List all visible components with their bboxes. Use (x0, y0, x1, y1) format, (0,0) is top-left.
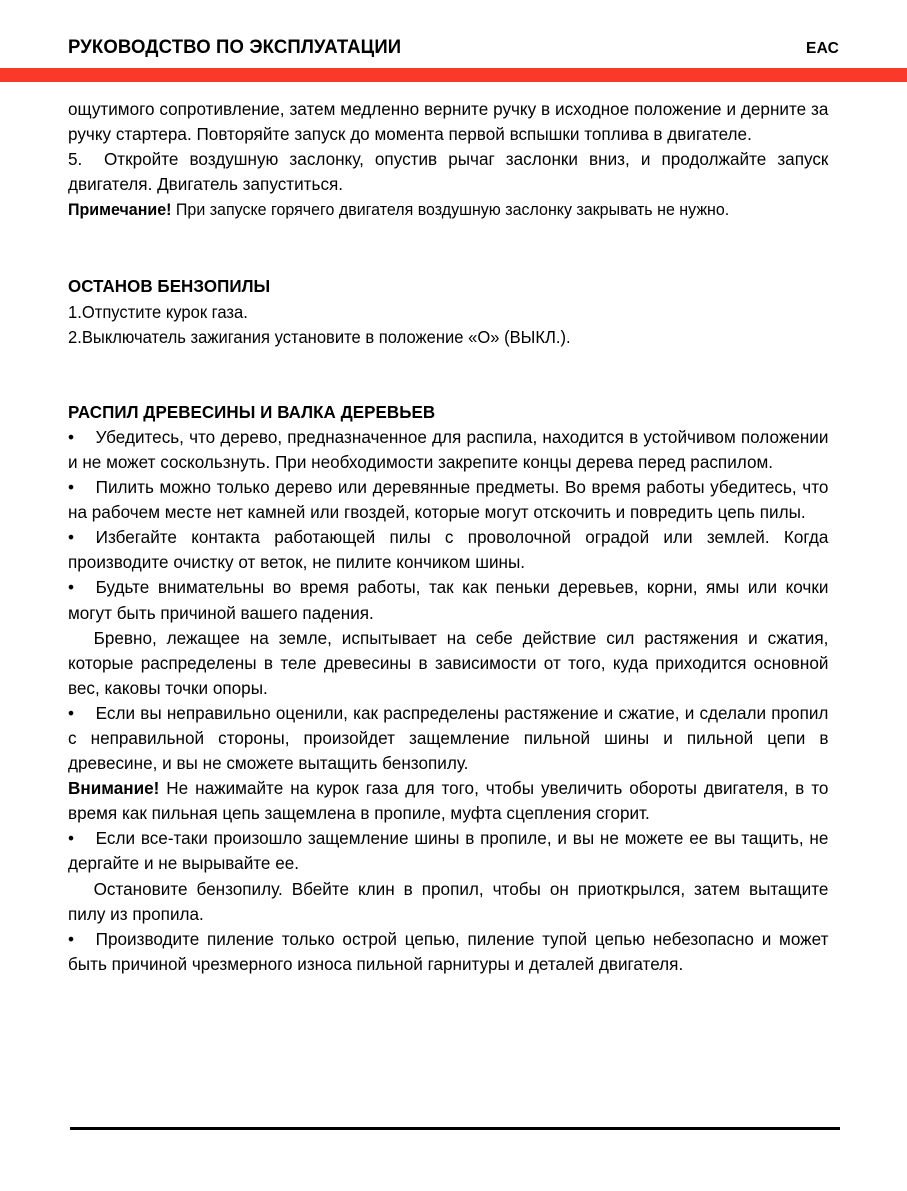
page-header (0, 0, 907, 82)
sawing-paragraph-stop-saw-text: Остановите бензопилу. Вбейте клин в пропил, чтобы он приоткрылся, затем вытащите пилу из пропила. (68, 878, 829, 924)
sawing-paragraph-log (68, 626, 828, 701)
sawing-bullet-3 (68, 525, 828, 575)
sawing-bullet-7-text: Производите пиление только острой цепью, пиление тупой цепью небезопасно и может быть причиной чрезмерного износа пильной гарнитуры и деталей двигателя. (68, 928, 829, 974)
sawing-bullet-2 (68, 475, 828, 525)
sawing-bullet-6 (68, 826, 828, 876)
spacer-before-stop-section (68, 222, 840, 274)
sawing-bullet-1-text: Убедитесь, что дерево, предназначенное для распила, находится в устойчивом положении и не может соскользнуть. При необходимости закрепите концы дерева перед распилом. (68, 426, 829, 472)
heading-sawing-felling: РАСПИЛ ДРЕВЕСИНЫ И ВАЛКА ДЕРЕВЬЕВ (68, 401, 436, 422)
paragraph-note (68, 197, 813, 222)
stop-step-2: 2.Выключатель зажигания установите в положение «О» (ВЫКЛ.). (68, 326, 571, 347)
bullet-marker: • (68, 477, 75, 498)
page-title: РУКОВОДСТВО ПО ЭКСПЛУАТАЦИИ (68, 36, 402, 58)
header-inner (68, 38, 839, 58)
footer-rule (70, 1127, 840, 1130)
sawing-bullet-4 (68, 575, 828, 625)
page-content (68, 97, 840, 977)
step-5-text: Откройте воздушную заслонку, опустив рычаг заслонки вниз, и продолжайте запуск двигателя. Двигатель запуститься. (68, 149, 829, 195)
bullet-marker: • (68, 426, 75, 447)
note-text: При запуске горячего двигателя воздушную заслонку закрывать не нужно. (171, 200, 730, 220)
stop-step-1: 1.Отпустите курок газа. (68, 301, 248, 322)
paragraph-step-5 (68, 147, 828, 197)
step-5-number: 5. (68, 149, 83, 170)
sawing-bullet-7 (68, 927, 828, 977)
warning-text: Не нажимайте на курок газа для того, чтобы увеличить обороты двигателя, в то время как пильная цепь защемлена в пропиле, муфта сцепления сгорит. (68, 778, 829, 824)
sawing-paragraph-stop-saw (68, 877, 828, 927)
heading-stop-chainsaw: ОСТАНОВ БЕНЗОПИЛЫ (68, 276, 271, 297)
spacer-before-sawing-section (68, 350, 840, 400)
sawing-bullet-5-text: Если вы неправильно оценили, как распределены растяжение и сжатие, и сделали пропил с неправильной стороны, произойдет защемление пильной шины и пильной цепи в древесине, и вы не сможете вытащить бензопилу. (68, 702, 829, 774)
note-label: Примечание! (68, 200, 172, 220)
bullet-marker: • (68, 527, 75, 548)
bullet-marker: • (68, 828, 75, 849)
warning-label: Внимание! (68, 778, 160, 799)
paragraph-continued: ощутимого сопротивление, затем медленно верните ручку в исходное положение и дерните за ручку стартера. Повторяйте запуск до момента первой вспышки топлива в двигателе. (68, 99, 829, 145)
sawing-bullet-1 (68, 425, 828, 475)
sawing-bullet-3-text: Избегайте контакта работающей пилы с проволочной оградой или землей. Когда производите очистку от веток, не пилите кончиком шины. (68, 527, 829, 573)
eac-conformity-mark: ЕАС (806, 40, 839, 57)
sawing-paragraph-log-text: Бревно, лежащее на земле, испытывает на себе действие сил растяжения и сжатия, которые распределены в теле древесины в зависимости от того, куда приходится основной вес, каковы точки опоры. (68, 627, 829, 698)
bullet-marker: • (68, 928, 75, 949)
sawing-bullet-5 (68, 701, 828, 776)
sawing-warning (68, 776, 828, 826)
sawing-bullet-2-text: Пилить можно только дерево или деревянные предметы. Во время работы убедитесь, что на рабочем месте нет камней или гвоздей, которые могут отскочить и повредить цепь пилы. (68, 477, 829, 523)
sawing-bullet-4-text: Будьте внимательны во время работы, так как пеньки деревьев, корни, ямы или кочки могут быть причиной вашего падения. (68, 577, 829, 623)
sawing-bullet-6-text: Если все-таки произошло защемление шины в пропиле, и вы не можете ее вы тащить, не дергайте и не вырывайте ее. (68, 828, 829, 874)
bullet-marker: • (68, 577, 75, 598)
header-red-rule (0, 68, 907, 82)
bullet-marker: • (68, 702, 75, 723)
